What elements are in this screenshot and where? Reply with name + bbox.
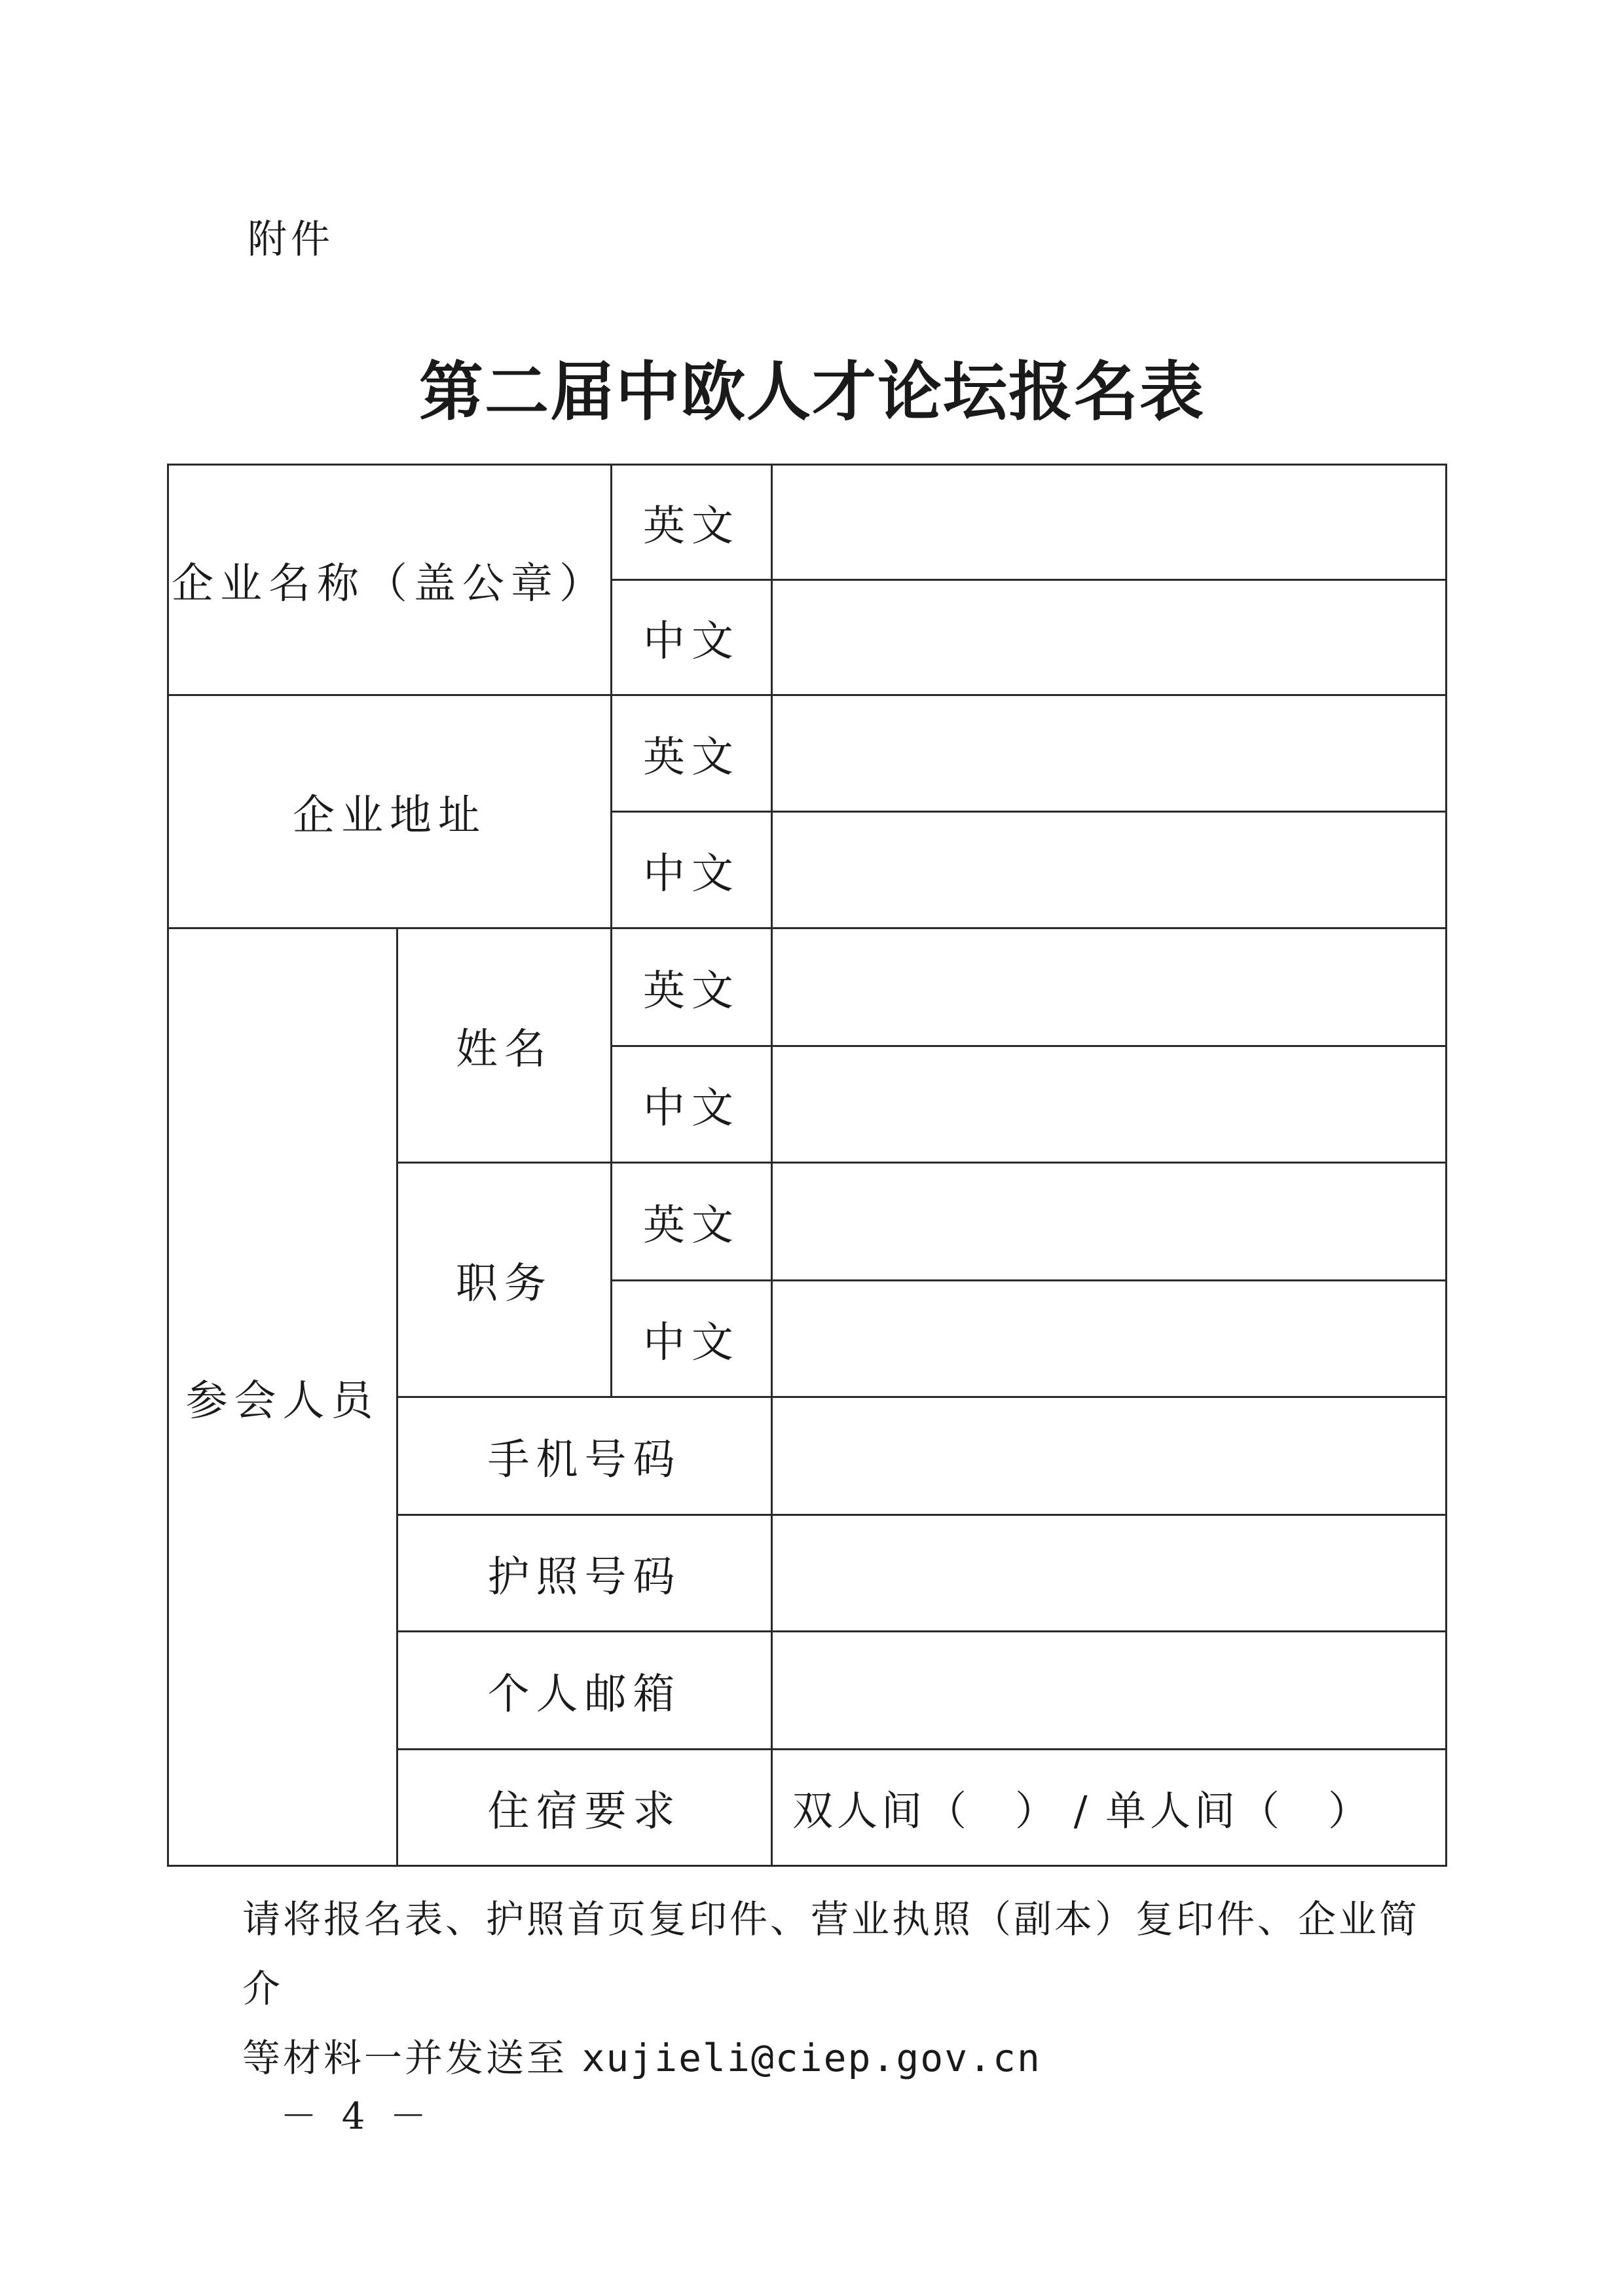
lodging-single-option[interactable]: 单人间（ ） <box>1105 1787 1373 1835</box>
position-en-field[interactable] <box>772 1163 1447 1281</box>
company-address-cn-field[interactable] <box>772 812 1447 928</box>
company-name-label: 企业名称（盖公章） <box>168 465 612 695</box>
name-en-label: 英文 <box>612 928 772 1046</box>
company-address-cn-label: 中文 <box>612 812 772 928</box>
position-cn-field[interactable] <box>772 1281 1447 1397</box>
lodging-label: 住宿要求 <box>397 1750 772 1866</box>
lodging-separator: / <box>1073 1787 1092 1835</box>
attachment-label: 附件 <box>248 217 334 263</box>
position-label: 职务 <box>397 1163 612 1397</box>
company-name-cn-label: 中文 <box>612 580 772 695</box>
registration-form-table <box>167 464 1447 1867</box>
attendee-label: 参会人员 <box>168 928 397 1866</box>
name-cn-field[interactable] <box>772 1046 1447 1163</box>
company-name-cn-field[interactable] <box>772 580 1447 695</box>
company-address-label: 企业地址 <box>168 695 612 928</box>
mobile-label: 手机号码 <box>397 1397 772 1515</box>
name-en-field[interactable] <box>772 928 1447 1046</box>
position-cn-label: 中文 <box>612 1281 772 1397</box>
name-label: 姓名 <box>397 928 612 1163</box>
page-number: － 4 － <box>280 2095 434 2138</box>
company-name-en-field[interactable] <box>772 465 1447 580</box>
company-name-en-label: 英文 <box>612 465 772 580</box>
email-label: 个人邮箱 <box>397 1632 772 1750</box>
company-address-en-label: 英文 <box>612 695 772 812</box>
position-en-label: 英文 <box>612 1163 772 1281</box>
note-line-2-prefix: 等材料一并发送至 <box>242 2036 582 2080</box>
note-line-2 <box>242 2023 1421 2093</box>
passport-label: 护照号码 <box>397 1515 772 1632</box>
passport-field[interactable] <box>772 1515 1447 1632</box>
name-cn-label: 中文 <box>612 1046 772 1163</box>
company-address-en-field[interactable] <box>772 695 1447 812</box>
email-field[interactable] <box>772 1632 1447 1750</box>
note-line-1: 请将报名表、护照首页复印件、营业执照（副本）复印件、企业简介 <box>242 1897 1420 2011</box>
submission-note <box>242 1884 1421 2093</box>
lodging-options <box>772 1750 1447 1866</box>
lodging-double-option[interactable]: 双人间（ ） <box>792 1787 1060 1835</box>
form-title: 第二届中欧人才论坛报名表 <box>418 355 1205 430</box>
mobile-field[interactable] <box>772 1397 1447 1515</box>
contact-email: xujieli@ciep.gov.cn <box>581 2036 1041 2080</box>
